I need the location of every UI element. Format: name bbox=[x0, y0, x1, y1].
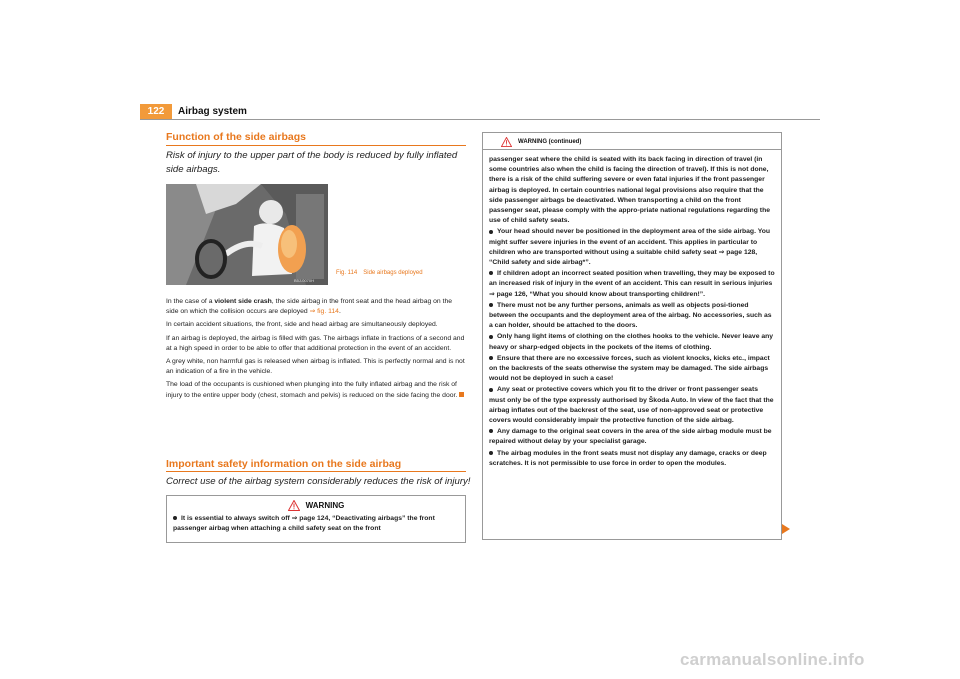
bullet-icon bbox=[489, 230, 493, 234]
warning-text: Your head should never be positioned in the deployment area of the side airbag. You might suffer severe injuries in the event of an accident. This applies in particular to children who are transported without using a suitable child safety seat ⇒ page 128, “Child safety and side airbag*”. bbox=[489, 228, 771, 267]
warning-text: Ensure that there are no excessive forces, such as violent knocks, kicks etc., impact on the backrests of the seats otherwise the system may be damaged. The side airbags would not be deployed in such a case! bbox=[489, 354, 770, 383]
figure-side-airbags bbox=[166, 184, 328, 285]
warning-text: Any damage to the original seat covers in the area of the side airbag module must be repaired without delay by your specialist garage. bbox=[489, 428, 772, 446]
text: . bbox=[338, 308, 341, 316]
text: The load of the occupants is cushioned when plunging into the fully inflated airbag and the risk of injury to the entire upper body (chest, stomach and pelvis) is reduced on the side facing the door. bbox=[166, 381, 458, 399]
warning-item bbox=[489, 385, 775, 426]
warning-text: There must not be any further persons, animals as well as objects posi-tioned between the occupants and the deployment area of the airbag. No accessories, such as a can holder, should be attached to the doors. bbox=[489, 301, 772, 330]
text: , the side airbag in the front seat and the head airbag on the side on which the collision occurs are deployed bbox=[166, 298, 453, 316]
warning-item bbox=[489, 449, 775, 469]
warning-triangle-icon bbox=[288, 500, 300, 511]
end-marker-icon bbox=[459, 392, 464, 397]
warning-text: The airbag modules in the front seats must not display any damage, cracks or deep scratches. It is not permissible to use force in order to open the modules. bbox=[489, 449, 767, 467]
warning-item bbox=[489, 427, 775, 447]
warning-header bbox=[167, 500, 465, 511]
paragraph: If an airbag is deployed, the airbag is filled with gas. The airbags inflate in fractions of a second and at a high speed in order to be able to offer that additional protection in the event of an accident. bbox=[166, 334, 465, 352]
section-lead: Risk of injury to the upper part of the body is reduced by fully inflated side airbags. bbox=[166, 150, 458, 175]
section-rule bbox=[166, 145, 466, 146]
figure-code: B5J-0070H bbox=[294, 278, 315, 283]
figure-caption bbox=[336, 270, 423, 276]
warning-continued-header bbox=[483, 133, 781, 150]
warning-continued-box bbox=[482, 132, 782, 540]
header-rule bbox=[140, 119, 820, 120]
warning-triangle-icon bbox=[501, 137, 512, 147]
page-number: 122 bbox=[140, 104, 172, 119]
bullet-icon bbox=[489, 429, 493, 433]
warning-item bbox=[489, 227, 775, 268]
warning-item bbox=[489, 332, 775, 352]
text: In the case of a bbox=[166, 298, 215, 305]
bullet-icon bbox=[489, 356, 493, 360]
bullet-icon bbox=[489, 271, 493, 275]
paragraph bbox=[166, 380, 466, 400]
warning-text: passenger seat where the child is seated with its back facing in direction of travel (in some countries also when the child is facing the direction of travel). If this is not done, there is a risk of the child suffering severe or even fatal injuries if the front passenger airbag is deployed. In certain countries national legal provisions also require that the side passenger airbags be deactivated. When transporting a child on the front passenger seat, please comply with the appro-priate national regulations regarding the use of child safety seats. bbox=[489, 156, 771, 225]
section-lead: Correct use of the airbag system considerably reduces the risk of injury! bbox=[166, 476, 471, 487]
bullet-icon bbox=[489, 388, 493, 392]
figure-reference-link[interactable]: ⇒ fig. 114 bbox=[309, 308, 339, 316]
warning-item bbox=[489, 354, 775, 385]
figure-label: Fig. 114 bbox=[336, 270, 358, 276]
warning-item bbox=[489, 269, 775, 300]
warning-item bbox=[489, 155, 775, 226]
warning-body bbox=[167, 514, 465, 534]
warning-item bbox=[173, 514, 459, 534]
section-title-side-airbags: Function of the side airbags bbox=[166, 131, 307, 143]
warning-box bbox=[166, 495, 466, 543]
warning-text: Only hang light items of clothing on the clothes hooks to the vehicle. Never leave any heavy or sharp-edged objects in the pockets of the items of clothing. bbox=[489, 333, 774, 351]
bold-text: violent side crash bbox=[214, 298, 272, 305]
next-page-arrow-icon bbox=[782, 524, 790, 534]
section-rule bbox=[166, 471, 466, 472]
section-title-safety-info: Important safety information on the side airbag bbox=[166, 458, 402, 470]
warning-continued-title: WARNING (continued) bbox=[518, 139, 582, 145]
paragraph: A grey white, non harmful gas is released when airbag is inflated. This is perfectly normal and is not an indication of a fire in the vehicle. bbox=[166, 358, 465, 376]
section1-body bbox=[166, 297, 466, 404]
bullet-icon bbox=[489, 451, 493, 455]
paragraph: In certain accident situations, the front, side and head airbag are simultaneously deployed. bbox=[166, 321, 438, 329]
bullet-icon bbox=[489, 335, 493, 339]
bullet-icon bbox=[489, 303, 493, 307]
bullet-icon bbox=[173, 516, 177, 520]
warning-title: WARNING bbox=[305, 501, 345, 510]
airbag-illustration bbox=[166, 184, 328, 285]
warning-text: It is essential to always switch off ⇒ page 124, “Deactivating airbags” the front passenger airbag when attaching a child safety seat on the front bbox=[173, 515, 435, 533]
warning-continued-body bbox=[483, 155, 781, 469]
page-title: Airbag system bbox=[178, 106, 247, 117]
paragraph bbox=[166, 297, 466, 317]
warning-item bbox=[489, 301, 775, 332]
watermark: carmanualsonline.info bbox=[680, 650, 865, 669]
warning-text: If children adopt an incorrect seated position when travelling, they may be exposed to an increased risk of injury in the event of an accident. This can result in serious injuries ⇒ page 126, “What you should know about transporting children!”. bbox=[489, 270, 775, 298]
figure-caption-text: Side airbags deployed bbox=[363, 270, 423, 276]
warning-text: Any seat or protective covers which you fit to the driver or front passenger seats must only be of the type expressly authorised by Škoda Auto. In view of the fact that the airbag inflates out of the backrest of the seat, use of non-approved seat or protective covers would considerably impair the protective function of the side airbag. bbox=[489, 386, 774, 425]
